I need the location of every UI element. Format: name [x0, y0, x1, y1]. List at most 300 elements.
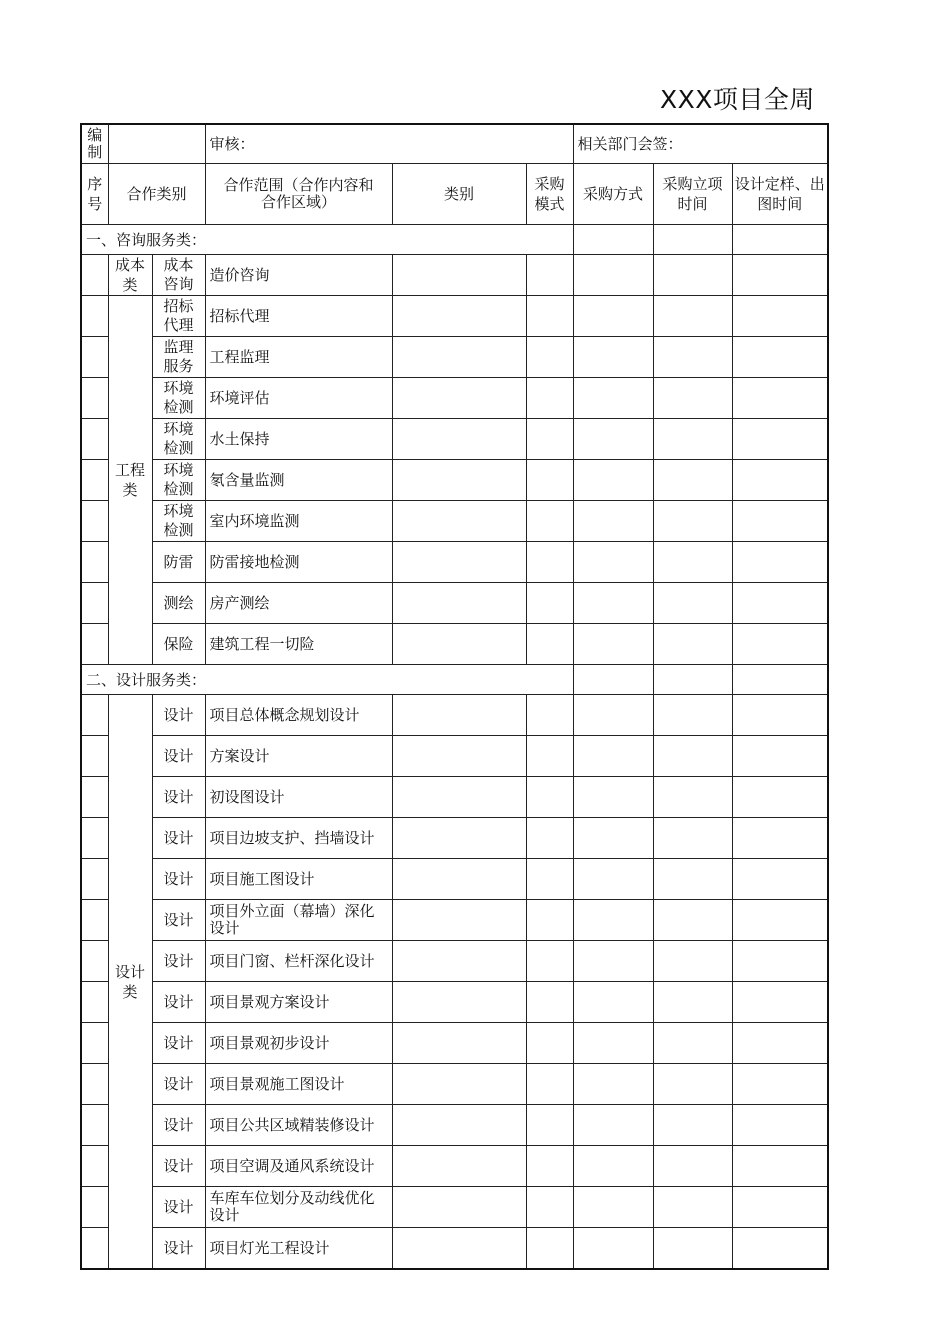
category-cell[interactable]	[392, 296, 526, 337]
seq-cell[interactable]	[81, 900, 108, 941]
col-coop-scope-label: 合作范围（合作内容和合作区域）	[223, 176, 374, 211]
subtype-cell	[152, 337, 205, 378]
purchase-method-cell[interactable]	[573, 583, 653, 624]
scope-cell	[205, 542, 392, 583]
col-design-time-header	[732, 164, 828, 225]
subtype-label: 成本咨询	[163, 256, 194, 293]
category-cell[interactable]	[392, 695, 526, 736]
subtype-cell	[152, 1105, 205, 1146]
subtype-cell	[152, 1146, 205, 1187]
category-cell[interactable]	[392, 1023, 526, 1064]
seq-cell[interactable]	[81, 777, 108, 818]
design-time-cell[interactable]	[732, 1023, 828, 1064]
seq-cell[interactable]	[81, 624, 108, 665]
seq-cell[interactable]	[81, 378, 108, 419]
col-category-label: 类别	[443, 185, 474, 203]
scope-label: 项目门窗、栏杆深化设计	[209, 952, 375, 970]
purchase-mode-cell[interactable]	[526, 460, 573, 501]
approval-time-cell[interactable]	[653, 982, 732, 1023]
purchase-mode-cell[interactable]	[526, 900, 573, 941]
subtype-label: 设计	[163, 1197, 194, 1216]
scope-label: 车库车位划分及动线优化设计	[209, 1189, 375, 1224]
purchase-method-cell[interactable]	[573, 542, 653, 583]
purchase-method-cell[interactable]	[573, 337, 653, 378]
subtype-cell	[152, 460, 205, 501]
review-label: 审核：	[209, 135, 255, 153]
subtype-label: 环境检测	[163, 379, 194, 416]
procurement-table	[80, 123, 829, 1270]
category-cell[interactable]	[392, 337, 526, 378]
approval-time-cell[interactable]	[653, 665, 732, 695]
purchase-method-cell[interactable]	[573, 501, 653, 542]
category-cell[interactable]	[392, 982, 526, 1023]
purchase-method-cell[interactable]	[573, 777, 653, 818]
scope-cell	[205, 1146, 392, 1187]
seq-cell[interactable]	[81, 460, 108, 501]
subtype-cell	[152, 736, 205, 777]
table-row	[81, 419, 828, 460]
review-label-cell[interactable]	[205, 124, 573, 164]
design-time-cell[interactable]	[732, 1146, 828, 1187]
purchase-method-cell[interactable]	[573, 255, 653, 296]
section-row	[81, 665, 828, 695]
purchase-mode-cell[interactable]	[526, 982, 573, 1023]
subtype-label: 设计	[163, 787, 194, 806]
seq-cell[interactable]	[81, 1228, 108, 1270]
category-cell[interactable]	[392, 501, 526, 542]
subtype-cell	[152, 624, 205, 665]
category-cell[interactable]	[392, 1228, 526, 1270]
purchase-method-cell[interactable]	[573, 941, 653, 982]
approval-time-cell[interactable]	[653, 1146, 732, 1187]
scope-label: 建筑工程一切险	[209, 635, 315, 653]
category-cell[interactable]	[392, 736, 526, 777]
table-row	[81, 378, 828, 419]
approval-time-cell[interactable]	[653, 225, 732, 255]
col-category-header	[392, 164, 526, 225]
approval-time-cell[interactable]	[653, 777, 732, 818]
subtype-cell	[152, 1228, 205, 1270]
purchase-method-cell[interactable]	[573, 1187, 653, 1228]
subtype-label: 设计	[163, 705, 194, 724]
purchase-mode-cell[interactable]	[526, 337, 573, 378]
purchase-mode-cell[interactable]	[526, 1023, 573, 1064]
purchase-mode-cell[interactable]	[526, 1105, 573, 1146]
purchase-mode-cell[interactable]	[526, 736, 573, 777]
subtype-cell	[152, 583, 205, 624]
seq-cell[interactable]	[81, 1146, 108, 1187]
scope-cell	[205, 255, 392, 296]
approval-time-cell[interactable]	[653, 378, 732, 419]
design-time-cell[interactable]	[732, 419, 828, 460]
approval-time-cell[interactable]	[653, 624, 732, 665]
subtype-label: 测绘	[163, 593, 194, 612]
scope-cell	[205, 501, 392, 542]
approval-time-cell[interactable]	[653, 583, 732, 624]
subtype-cell	[152, 818, 205, 859]
subtype-label: 设计	[163, 828, 194, 847]
subtype-cell	[152, 900, 205, 941]
scope-label: 项目施工图设计	[209, 870, 315, 888]
purchase-mode-cell[interactable]	[526, 818, 573, 859]
subtype-label: 设计	[163, 910, 194, 929]
compile-label: 编制	[87, 126, 103, 161]
design-time-cell[interactable]	[732, 583, 828, 624]
subtype-label: 设计	[163, 746, 194, 765]
scope-cell	[205, 624, 392, 665]
purchase-method-cell[interactable]	[573, 296, 653, 337]
scope-cell	[205, 1105, 392, 1146]
design-time-cell[interactable]	[732, 1228, 828, 1270]
scope-cell	[205, 419, 392, 460]
design-time-cell[interactable]	[732, 542, 828, 583]
subtype-label: 设计	[163, 1115, 194, 1134]
scope-cell	[205, 736, 392, 777]
category-cell[interactable]	[392, 777, 526, 818]
scope-cell	[205, 777, 392, 818]
table-row	[81, 900, 828, 941]
scope-cell	[205, 1187, 392, 1228]
table-row	[81, 695, 828, 736]
table-row	[81, 818, 828, 859]
subtype-label: 设计	[163, 869, 194, 888]
design-time-cell[interactable]	[732, 1187, 828, 1228]
purchase-method-cell[interactable]	[573, 624, 653, 665]
approval-time-cell[interactable]	[653, 900, 732, 941]
purchase-method-cell[interactable]	[573, 1105, 653, 1146]
scope-label: 项目总体概念规划设计	[209, 706, 360, 724]
design-time-cell[interactable]	[732, 665, 828, 695]
category-cell[interactable]	[392, 900, 526, 941]
design-time-cell[interactable]	[732, 1105, 828, 1146]
subtype-label: 设计	[163, 1156, 194, 1175]
scope-label: 项目公共区域精装修设计	[209, 1116, 375, 1134]
design-time-cell[interactable]	[732, 941, 828, 982]
scope-label: 项目景观初步设计	[209, 1034, 330, 1052]
col-coop-type-label: 合作类别	[126, 185, 187, 203]
group-label-cell	[108, 695, 152, 1270]
seq-cell[interactable]	[81, 1105, 108, 1146]
design-time-cell[interactable]	[732, 225, 828, 255]
scope-cell	[205, 1064, 392, 1105]
category-cell[interactable]	[392, 1146, 526, 1187]
approval-time-cell[interactable]	[653, 337, 732, 378]
seq-cell[interactable]	[81, 818, 108, 859]
scope-cell	[205, 337, 392, 378]
scope-cell	[205, 941, 392, 982]
design-time-cell[interactable]	[732, 900, 828, 941]
col-purchase-mode-label: 采购模式	[534, 175, 565, 213]
design-time-cell[interactable]	[732, 695, 828, 736]
scope-label: 防雷接地检测	[209, 553, 300, 571]
approval-time-cell[interactable]	[653, 1064, 732, 1105]
table-row	[81, 1105, 828, 1146]
subtype-label: 设计	[163, 1033, 194, 1052]
design-time-cell[interactable]	[732, 624, 828, 665]
category-cell[interactable]	[392, 255, 526, 296]
scope-label: 房产测绘	[209, 594, 270, 612]
subtype-label: 环境检测	[163, 502, 194, 539]
scope-label: 工程监理	[209, 348, 270, 366]
subtype-label: 设计	[163, 951, 194, 970]
seq-cell[interactable]	[81, 695, 108, 736]
purchase-mode-cell[interactable]	[526, 695, 573, 736]
purchase-mode-cell[interactable]	[526, 1228, 573, 1270]
col-purchase-method-label: 采购方式	[582, 185, 643, 203]
subtype-label: 设计	[163, 1074, 194, 1093]
subtype-cell	[152, 941, 205, 982]
seq-cell[interactable]	[81, 501, 108, 542]
design-time-cell[interactable]	[732, 982, 828, 1023]
col-coop-scope-header	[205, 164, 392, 225]
table-row	[81, 501, 828, 542]
category-cell[interactable]	[392, 1064, 526, 1105]
approval-time-cell[interactable]	[653, 818, 732, 859]
scope-label: 室内环境监测	[209, 512, 300, 530]
group-label: 工程类	[114, 461, 145, 499]
table-row	[81, 941, 828, 982]
seq-cell[interactable]	[81, 1064, 108, 1105]
design-time-cell[interactable]	[732, 818, 828, 859]
group-label-cell	[108, 255, 152, 296]
table-row	[81, 624, 828, 665]
design-time-cell[interactable]	[732, 736, 828, 777]
scope-cell	[205, 296, 392, 337]
subtype-cell	[152, 1064, 205, 1105]
scope-cell	[205, 378, 392, 419]
seq-cell[interactable]	[81, 337, 108, 378]
approval-time-cell[interactable]	[653, 542, 732, 583]
purchase-mode-cell[interactable]	[526, 859, 573, 900]
subtype-cell	[152, 1023, 205, 1064]
approval-time-cell[interactable]	[653, 501, 732, 542]
purchase-mode-cell[interactable]	[526, 378, 573, 419]
subtype-label: 设计	[163, 992, 194, 1011]
scope-cell	[205, 460, 392, 501]
countersign-label: 相关部门会签：	[577, 135, 683, 153]
design-time-cell[interactable]	[732, 460, 828, 501]
subtype-cell	[152, 501, 205, 542]
scope-cell	[205, 695, 392, 736]
table-row	[81, 542, 828, 583]
approval-time-cell[interactable]	[653, 296, 732, 337]
category-cell[interactable]	[392, 583, 526, 624]
subtype-cell	[152, 777, 205, 818]
table-row	[81, 982, 828, 1023]
purchase-method-cell[interactable]	[573, 900, 653, 941]
approval-time-cell[interactable]	[653, 1105, 732, 1146]
approval-time-cell[interactable]	[653, 941, 732, 982]
design-time-cell[interactable]	[732, 859, 828, 900]
purchase-method-cell[interactable]	[573, 665, 653, 695]
category-cell[interactable]	[392, 378, 526, 419]
table-row	[81, 460, 828, 501]
purchase-method-cell[interactable]	[573, 736, 653, 777]
scope-label: 环境评估	[209, 389, 270, 407]
purchase-mode-cell[interactable]	[526, 255, 573, 296]
category-cell[interactable]	[392, 941, 526, 982]
purchase-method-cell[interactable]	[573, 1023, 653, 1064]
section-label: 二、设计服务类：	[81, 665, 573, 695]
col-purchase-method-header	[573, 164, 653, 225]
scope-label: 项目外立面（幕墙）深化设计	[209, 902, 375, 937]
col-seq-label: 序号	[87, 175, 103, 213]
purchase-mode-cell[interactable]	[526, 624, 573, 665]
category-cell[interactable]	[392, 859, 526, 900]
table-row	[81, 296, 828, 337]
category-cell[interactable]	[392, 419, 526, 460]
scope-cell	[205, 818, 392, 859]
category-cell[interactable]	[392, 542, 526, 583]
purchase-mode-cell[interactable]	[526, 1187, 573, 1228]
seq-cell[interactable]	[81, 736, 108, 777]
purchase-mode-cell[interactable]	[526, 1064, 573, 1105]
seq-cell[interactable]	[81, 255, 108, 296]
purchase-method-cell[interactable]	[573, 1064, 653, 1105]
countersign-label-cell[interactable]	[573, 124, 828, 164]
table-row	[81, 1023, 828, 1064]
compile-value-cell[interactable]	[108, 124, 205, 164]
scope-label: 项目边坡支护、挡墙设计	[209, 829, 375, 847]
col-design-time-label: 设计定样、出图时间	[734, 175, 825, 213]
design-time-cell[interactable]	[732, 378, 828, 419]
seq-cell[interactable]	[81, 296, 108, 337]
scope-label: 项目景观方案设计	[209, 993, 330, 1011]
purchase-mode-cell[interactable]	[526, 296, 573, 337]
design-time-cell[interactable]	[732, 501, 828, 542]
purchase-mode-cell[interactable]	[526, 941, 573, 982]
approval-time-cell[interactable]	[653, 859, 732, 900]
subtype-cell	[152, 296, 205, 337]
category-cell[interactable]	[392, 1105, 526, 1146]
subtype-cell	[152, 859, 205, 900]
seq-cell[interactable]	[81, 941, 108, 982]
approval-time-cell[interactable]	[653, 1187, 732, 1228]
category-cell[interactable]	[392, 1187, 526, 1228]
subtype-cell	[152, 378, 205, 419]
purchase-method-cell[interactable]	[573, 818, 653, 859]
table-row	[81, 337, 828, 378]
table-row	[81, 736, 828, 777]
scope-cell	[205, 900, 392, 941]
subtype-label: 环境检测	[163, 420, 194, 457]
design-time-cell[interactable]	[732, 1064, 828, 1105]
scope-label: 招标代理	[209, 307, 270, 325]
purchase-mode-cell[interactable]	[526, 1146, 573, 1187]
table-row	[81, 583, 828, 624]
subtype-label: 设计	[163, 1238, 194, 1257]
group-label-cell	[108, 296, 152, 665]
category-cell[interactable]	[392, 460, 526, 501]
scope-cell	[205, 583, 392, 624]
scope-label: 造价咨询	[209, 266, 270, 284]
table-row	[81, 1064, 828, 1105]
seq-cell[interactable]	[81, 419, 108, 460]
scope-label: 项目空调及通风系统设计	[209, 1157, 375, 1175]
design-time-cell[interactable]	[732, 296, 828, 337]
purchase-method-cell[interactable]	[573, 859, 653, 900]
section-label: 一、咨询服务类：	[81, 225, 573, 255]
group-label: 成本类	[114, 256, 145, 294]
scope-label: 方案设计	[209, 747, 270, 765]
scope-cell	[205, 1023, 392, 1064]
scope-label: 项目灯光工程设计	[209, 1239, 330, 1257]
purchase-mode-cell[interactable]	[526, 419, 573, 460]
subtype-cell	[152, 255, 205, 296]
approval-time-cell[interactable]	[653, 1228, 732, 1270]
page-title: XXX项目全周	[660, 85, 815, 114]
subtype-cell	[152, 542, 205, 583]
design-time-cell[interactable]	[732, 337, 828, 378]
col-purchase-mode-header	[526, 164, 573, 225]
section-row	[81, 225, 828, 255]
scope-cell	[205, 1228, 392, 1270]
purchase-mode-cell[interactable]	[526, 777, 573, 818]
compile-label-cell	[81, 124, 108, 164]
table-row	[81, 1187, 828, 1228]
purchase-method-cell[interactable]	[573, 460, 653, 501]
table-row	[81, 777, 828, 818]
purchase-mode-cell[interactable]	[526, 501, 573, 542]
approval-time-cell[interactable]	[653, 736, 732, 777]
scope-cell	[205, 859, 392, 900]
subtype-label: 防雷	[163, 552, 194, 571]
approval-time-cell[interactable]	[653, 419, 732, 460]
purchase-method-cell[interactable]	[573, 982, 653, 1023]
scope-label: 项目景观施工图设计	[209, 1075, 345, 1093]
purchase-method-cell[interactable]	[573, 695, 653, 736]
scope-label: 水土保持	[209, 430, 270, 448]
design-time-cell[interactable]	[732, 777, 828, 818]
scope-cell	[205, 982, 392, 1023]
subtype-label: 环境检测	[163, 461, 194, 498]
table-row	[81, 1146, 828, 1187]
seq-cell[interactable]	[81, 583, 108, 624]
col-seq-header	[81, 164, 108, 225]
approval-time-cell[interactable]	[653, 460, 732, 501]
seq-cell[interactable]	[81, 1023, 108, 1064]
subtype-label: 招标代理	[163, 297, 194, 334]
subtype-label: 监理服务	[163, 338, 194, 375]
col-approval-time-header	[653, 164, 732, 225]
subtype-label: 保险	[163, 634, 194, 653]
scope-label: 初设图设计	[209, 788, 285, 806]
purchase-method-cell[interactable]	[573, 225, 653, 255]
category-cell[interactable]	[392, 818, 526, 859]
approval-time-cell[interactable]	[653, 695, 732, 736]
design-time-cell[interactable]	[732, 255, 828, 296]
purchase-method-cell[interactable]	[573, 1228, 653, 1270]
seq-cell[interactable]	[81, 542, 108, 583]
purchase-mode-cell[interactable]	[526, 583, 573, 624]
purchase-method-cell[interactable]	[573, 419, 653, 460]
approval-time-cell[interactable]	[653, 255, 732, 296]
seq-cell[interactable]	[81, 982, 108, 1023]
purchase-mode-cell[interactable]	[526, 542, 573, 583]
subtype-cell	[152, 419, 205, 460]
seq-cell[interactable]	[81, 1187, 108, 1228]
approval-time-cell[interactable]	[653, 1023, 732, 1064]
table-row	[81, 859, 828, 900]
subtype-cell	[152, 1187, 205, 1228]
seq-cell[interactable]	[81, 859, 108, 900]
category-cell[interactable]	[392, 624, 526, 665]
group-label: 设计类	[114, 962, 145, 1001]
scope-label: 氡含量监测	[209, 471, 285, 489]
subtype-cell	[152, 695, 205, 736]
purchase-method-cell[interactable]	[573, 378, 653, 419]
purchase-method-cell[interactable]	[573, 1146, 653, 1187]
